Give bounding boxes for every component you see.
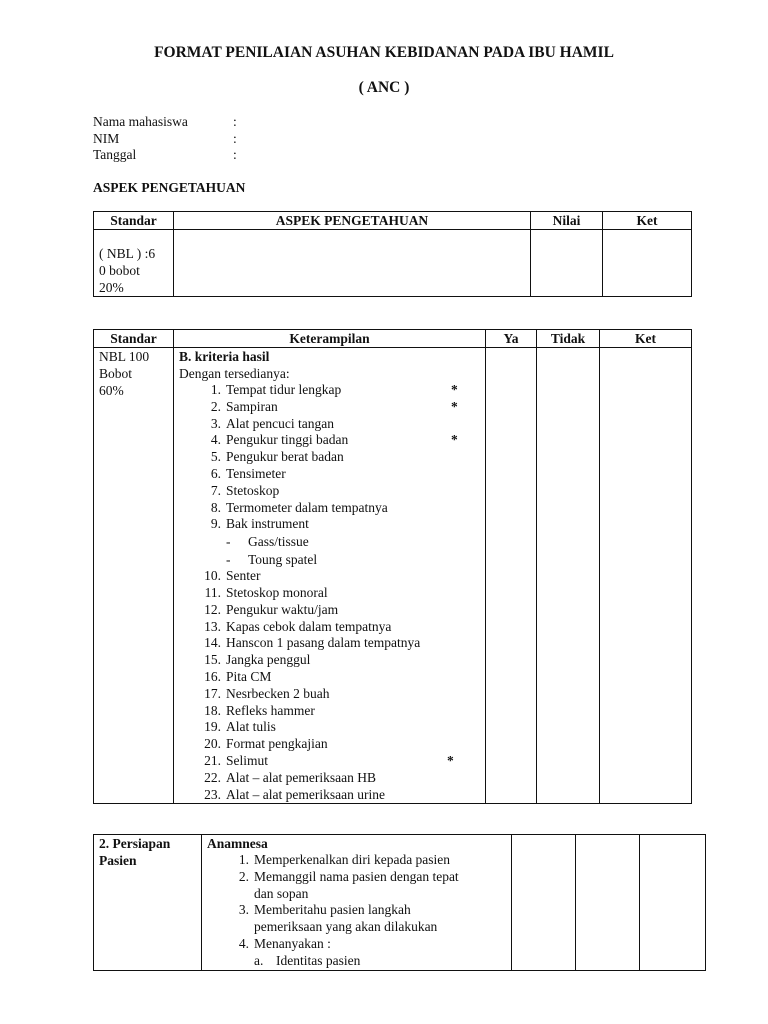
student-info [93,114,237,164]
column-header: Standar [94,212,174,230]
standar-line: Bobot [99,366,133,381]
item-number: 3. [210,415,221,431]
list-item [179,416,480,433]
list-item [179,466,480,483]
item-text: Termometer dalam tempatnya [226,499,388,515]
item-number: 9. [210,516,221,532]
document-title: FORMAT PENILAIAN ASUHAN KEBIDANAN PADA IBU HAMIL [154,44,614,61]
criteria-title: B. kriteria hasil [179,349,270,364]
list-item [179,736,480,753]
list-item [179,652,480,669]
document-subtitle: ( ANC ) [358,79,410,96]
item-number: 2. [210,398,221,414]
column-header: Keterampilan [174,330,486,348]
list-item [179,635,480,652]
list-item [207,902,506,936]
standar-cell [94,835,202,971]
anamnesa-title: Anamnesa [207,836,268,851]
list-item [179,432,480,449]
item-text: Pengukur tinggi badan [226,432,349,448]
anamnesa-cell [202,835,512,971]
knowledge-table [93,211,692,297]
item-number: 22. [204,769,221,785]
standar-line: 2. Persiapan [99,836,171,851]
sub-item-text: Identitas pasien [276,952,361,968]
item-text: Pengukur waktu/jam [226,601,339,617]
patient-prep-table [93,834,706,971]
item-text: Format pengkajian [226,736,328,752]
standar-line: 0 bobot [99,263,140,278]
item-number: 3. [238,902,249,918]
equipment-list [179,382,480,533]
info-row-date [93,147,237,164]
column-header: Ket [600,330,692,348]
list-item [207,852,506,869]
list-item [179,669,480,686]
item-text: Tempat tidur lengkap [226,382,342,397]
table-row [94,230,692,297]
table-header-row [94,212,692,230]
list-item [179,719,480,736]
sub-item-text: Gass/tissue [248,534,309,550]
item-line: dan sopan [254,885,309,901]
item-text: Alat – alat pemeriksaan urine [226,786,385,802]
skills-cell [174,348,486,804]
standar-line: 60% [99,383,124,398]
empty-cell [576,835,640,971]
item-number: 19. [204,719,221,735]
item-number: 8. [210,499,221,515]
item-number: 11. [204,584,221,600]
list-item [179,483,480,500]
column-header: Tidak [537,330,600,348]
item-text: Jangka penggul [226,652,311,668]
list-item [207,936,506,953]
standar-line: NBL 100 [99,349,150,364]
standar-cell [94,230,174,297]
item-text: Bak instrument [226,516,309,532]
table-header-row [94,330,692,348]
list-item [179,770,480,787]
item-number: 1. [210,382,221,397]
list-item [179,500,480,517]
item-text [254,936,506,953]
item-text: Selimut [226,752,269,768]
column-header: Standar [94,330,174,348]
equipment-list [179,568,480,803]
item-text [254,869,506,903]
dash-marker: - [226,534,231,550]
list-item [179,787,480,804]
item-text: Alat pencuci tangan [226,415,334,431]
item-number: 7. [210,482,221,498]
skills-table [93,329,692,804]
item-text: Pengukur berat badan [226,449,344,465]
list-item [179,753,480,770]
info-label: Tanggal [93,147,137,162]
standar-line: ( NBL ) :6 [99,246,156,261]
required-marker: * [447,752,454,768]
anamnesa-list [207,852,506,953]
nilai-cell [531,230,603,297]
item-text: Pita CM [226,668,272,684]
column-header: Nilai [531,212,603,230]
required-marker: * [451,398,458,414]
list-item [179,449,480,466]
list-item [179,619,480,636]
item-number: 5. [210,449,221,465]
item-text [254,852,506,869]
item-text: Stetoskop monoral [226,584,328,600]
info-separator: : [233,130,237,146]
item-number: 6. [210,465,221,481]
sub-item [179,533,480,551]
item-line: Memberitahu pasien langkah [254,902,411,918]
standar-line: Pasien [99,853,137,868]
sub-item-text: Toung spatel [248,551,318,567]
column-header: ASPEK PENGETAHUAN [174,212,531,230]
info-label: NIM [93,130,120,146]
info-label: Nama mahasiswa [93,114,188,129]
list-item [179,568,480,585]
info-separator: : [233,114,237,129]
ket-cell [603,230,692,297]
section-heading: ASPEK PENGETAHUAN [93,180,246,195]
item-number: 2. [238,868,249,884]
ket-cell [600,348,692,804]
required-marker: * [451,432,458,448]
column-header: Ket [603,212,692,230]
empty-cell [512,835,576,971]
item-text: Kapas cebok dalam tempatnya [226,618,392,634]
sub-item [207,953,506,970]
item-number: 4. [238,935,249,951]
item-text: Refleks hammer [226,702,315,718]
item-text: Hanscon 1 pasang dalam tempatnya [226,635,421,651]
list-item [179,382,480,399]
item-number: 12. [204,601,221,617]
item-text: Tensimeter [226,465,286,481]
item-text: Alat – alat pemeriksaan HB [226,769,376,785]
list-item [179,516,480,533]
item-text: Alat tulis [226,719,276,735]
info-row-name [93,114,237,131]
item-line: pemeriksaan yang akan dilakukan [254,919,438,935]
item-line: Menanyakan : [254,935,331,951]
column-header: Ya [486,330,537,348]
standar-line: 20% [99,280,124,295]
item-number: 23. [204,786,221,802]
item-text [254,902,506,936]
item-number: 21. [204,752,221,768]
item-number: 1. [238,852,249,867]
item-text: Nesrbecken 2 buah [226,685,330,701]
standar-cell [94,348,174,804]
table-row [94,348,692,804]
item-text: Senter [226,568,261,584]
ya-cell [486,348,537,804]
item-number: 13. [204,618,221,634]
dash-marker: - [226,551,231,567]
required-marker: * [451,382,458,397]
tidak-cell [537,348,600,804]
item-text: Stetoskop [226,482,280,498]
criteria-intro: Dengan tersedianya: [179,366,290,381]
sub-item [179,551,480,569]
knowledge-cell [174,230,531,297]
item-line: Memanggil nama pasien dengan tepat [254,868,459,884]
item-number: 18. [204,702,221,718]
empty-cell [640,835,706,971]
table-row [94,835,706,971]
item-line: Memperkenalkan diri kepada pasien [254,852,451,867]
item-number: 20. [204,736,221,752]
list-item [179,399,480,416]
item-number: 15. [204,652,221,668]
sub-item-letter: a. [254,952,264,968]
item-text: Sampiran [226,398,278,414]
list-item [179,686,480,703]
list-item [179,585,480,602]
item-number: 10. [204,568,221,584]
info-separator: : [233,147,237,162]
list-item [207,869,506,903]
item-number: 16. [204,668,221,684]
list-item [179,703,480,720]
item-number: 17. [204,685,221,701]
item-number: 14. [204,635,221,651]
info-row-nim [93,131,237,148]
list-item [179,602,480,619]
item-number: 4. [210,432,221,448]
